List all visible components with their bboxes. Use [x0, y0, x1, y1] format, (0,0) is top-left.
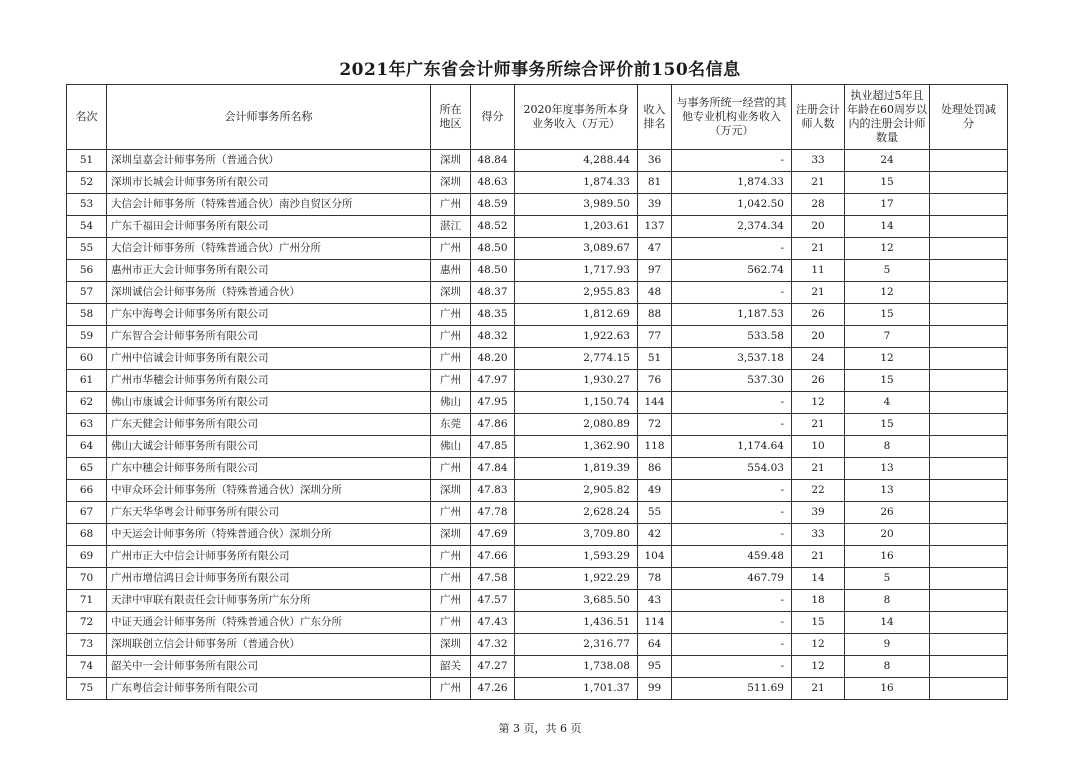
cell-cpa-count: 20 [792, 216, 845, 238]
cell-revenue-rank: 81 [638, 172, 672, 194]
cell-name: 惠州市正大会计师事务所有限公司 [107, 260, 431, 282]
cell-penalty [930, 436, 1008, 458]
table-row [67, 282, 1008, 304]
cell-revenue-rank: 78 [638, 568, 672, 590]
table-row [67, 172, 1008, 194]
cell-score: 47.78 [471, 502, 515, 524]
cell-rank: 56 [67, 260, 107, 282]
cell-revenue-rank: 55 [638, 502, 672, 524]
cell-name: 深圳联创立信会计师事务所（普通合伙） [107, 634, 431, 656]
cell-name: 广东天华华粤会计师事务所有限公司 [107, 502, 431, 524]
cell-revenue: 1,701.37 [515, 678, 638, 700]
cell-revenue: 1,738.08 [515, 656, 638, 678]
cell-region: 深圳 [431, 150, 471, 172]
cell-revenue-rank: 64 [638, 634, 672, 656]
cell-cpa-senior: 24 [845, 150, 930, 172]
cell-cpa-senior: 20 [845, 524, 930, 546]
cell-penalty [930, 238, 1008, 260]
cell-region: 深圳 [431, 282, 471, 304]
cell-name: 广州市增信鸿日会计师事务所有限公司 [107, 568, 431, 590]
cell-cpa-count: 22 [792, 480, 845, 502]
cell-score: 47.86 [471, 414, 515, 436]
cell-penalty [930, 194, 1008, 216]
cell-revenue: 3,685.50 [515, 590, 638, 612]
cell-name: 中审众环会计师事务所（特殊普通合伙）深圳分所 [107, 480, 431, 502]
cell-name: 大信会计师事务所（特殊普通合伙）南沙自贸区分所 [107, 194, 431, 216]
cell-other-revenue: 467.79 [672, 568, 792, 590]
cell-region: 东莞 [431, 414, 471, 436]
cell-cpa-count: 20 [792, 326, 845, 348]
cell-rank: 61 [67, 370, 107, 392]
cell-name: 广东千福田会计师事务所有限公司 [107, 216, 431, 238]
cell-rank: 66 [67, 480, 107, 502]
cell-score: 47.58 [471, 568, 515, 590]
cell-name: 广州市华穗会计师事务所有限公司 [107, 370, 431, 392]
cell-other-revenue: 1,042.50 [672, 194, 792, 216]
cell-region: 惠州 [431, 260, 471, 282]
cell-penalty [930, 546, 1008, 568]
cell-region: 广州 [431, 238, 471, 260]
header-other-revenue: 与事务所统一经营的其他专业机构业务收入（万元） [672, 85, 792, 150]
cell-region: 深圳 [431, 172, 471, 194]
cell-revenue-rank: 137 [638, 216, 672, 238]
header-penalty: 处理处罚减分 [930, 85, 1008, 150]
cell-cpa-count: 14 [792, 568, 845, 590]
cell-region: 深圳 [431, 480, 471, 502]
cell-rank: 57 [67, 282, 107, 304]
cell-score: 47.57 [471, 590, 515, 612]
cell-penalty [930, 502, 1008, 524]
cell-cpa-senior: 13 [845, 458, 930, 480]
cell-other-revenue: 1,874.33 [672, 172, 792, 194]
cell-cpa-count: 26 [792, 304, 845, 326]
page-title: 2021年广东省会计师事务所综合评价前150名信息 [339, 60, 741, 80]
cell-revenue: 3,989.50 [515, 194, 638, 216]
cell-revenue: 1,922.29 [515, 568, 638, 590]
cell-revenue: 3,709.80 [515, 524, 638, 546]
cell-region: 广州 [431, 370, 471, 392]
cell-region: 广州 [431, 678, 471, 700]
cell-name: 广东智合会计师事务所有限公司 [107, 326, 431, 348]
cell-penalty [930, 634, 1008, 656]
table-row [67, 260, 1008, 282]
cell-other-revenue: 1,187.53 [672, 304, 792, 326]
cell-cpa-count: 21 [792, 172, 845, 194]
cell-revenue-rank: 43 [638, 590, 672, 612]
cell-cpa-count: 21 [792, 678, 845, 700]
table-row [67, 370, 1008, 392]
table-row [67, 150, 1008, 172]
cell-cpa-senior: 15 [845, 172, 930, 194]
cell-rank: 75 [67, 678, 107, 700]
cell-other-revenue: - [672, 634, 792, 656]
cell-cpa-senior: 26 [845, 502, 930, 524]
cell-penalty [930, 282, 1008, 304]
cell-revenue-rank: 97 [638, 260, 672, 282]
cell-region: 佛山 [431, 436, 471, 458]
cell-score: 47.97 [471, 370, 515, 392]
header-name: 会计师事务所名称 [107, 85, 431, 150]
cell-region: 广州 [431, 612, 471, 634]
cell-rank: 59 [67, 326, 107, 348]
cell-score: 48.50 [471, 260, 515, 282]
table-row [67, 216, 1008, 238]
table-row [67, 458, 1008, 480]
cell-cpa-senior: 15 [845, 304, 930, 326]
cell-score: 47.66 [471, 546, 515, 568]
cell-name: 中证天通会计师事务所（特殊普通合伙）广东分所 [107, 612, 431, 634]
cell-name: 深圳诚信会计师事务所（特殊普通合伙） [107, 282, 431, 304]
cell-cpa-senior: 16 [845, 678, 930, 700]
cell-cpa-count: 33 [792, 150, 845, 172]
cell-rank: 55 [67, 238, 107, 260]
cell-cpa-count: 12 [792, 392, 845, 414]
cell-penalty [930, 480, 1008, 502]
table-row [67, 612, 1008, 634]
cell-other-revenue: - [672, 502, 792, 524]
header-cpa-senior: 执业超过5年且年龄在60周岁以内的注册会计师数量 [845, 85, 930, 150]
cell-other-revenue: - [672, 150, 792, 172]
cell-penalty [930, 414, 1008, 436]
cell-cpa-count: 28 [792, 194, 845, 216]
cell-cpa-senior: 14 [845, 216, 930, 238]
cell-revenue: 1,812.69 [515, 304, 638, 326]
cell-revenue-rank: 95 [638, 656, 672, 678]
cell-score: 48.59 [471, 194, 515, 216]
cell-rank: 63 [67, 414, 107, 436]
table-row [67, 304, 1008, 326]
cell-other-revenue: 1,174.64 [672, 436, 792, 458]
cell-score: 47.95 [471, 392, 515, 414]
cell-region: 广州 [431, 546, 471, 568]
cell-rank: 71 [67, 590, 107, 612]
cell-score: 48.35 [471, 304, 515, 326]
cell-penalty [930, 392, 1008, 414]
cell-revenue-rank: 49 [638, 480, 672, 502]
cell-name: 深圳皇嘉会计师事务所（普通合伙） [107, 150, 431, 172]
cell-penalty [930, 656, 1008, 678]
cell-cpa-count: 33 [792, 524, 845, 546]
cell-cpa-count: 21 [792, 458, 845, 480]
cell-other-revenue: - [672, 392, 792, 414]
cell-cpa-senior: 8 [845, 590, 930, 612]
table-row [67, 238, 1008, 260]
cell-cpa-count: 18 [792, 590, 845, 612]
cell-cpa-count: 15 [792, 612, 845, 634]
cell-name: 广东中海粤会计师事务所有限公司 [107, 304, 431, 326]
cell-score: 48.63 [471, 172, 515, 194]
cell-score: 47.69 [471, 524, 515, 546]
ranking-table [66, 84, 1008, 700]
table-row [67, 590, 1008, 612]
cell-other-revenue: 554.03 [672, 458, 792, 480]
cell-region: 韶关 [431, 656, 471, 678]
cell-rank: 51 [67, 150, 107, 172]
cell-score: 47.43 [471, 612, 515, 634]
cell-other-revenue: - [672, 238, 792, 260]
cell-revenue: 1,819.39 [515, 458, 638, 480]
cell-name: 大信会计师事务所（特殊普通合伙）广州分所 [107, 238, 431, 260]
cell-revenue: 1,203.61 [515, 216, 638, 238]
cell-revenue-rank: 47 [638, 238, 672, 260]
cell-rank: 53 [67, 194, 107, 216]
cell-penalty [930, 458, 1008, 480]
cell-region: 广州 [431, 304, 471, 326]
cell-cpa-count: 21 [792, 546, 845, 568]
table-row [67, 392, 1008, 414]
cell-revenue-rank: 42 [638, 524, 672, 546]
cell-other-revenue: 537.30 [672, 370, 792, 392]
table-header-row [67, 85, 1008, 150]
cell-cpa-senior: 17 [845, 194, 930, 216]
cell-region: 广州 [431, 348, 471, 370]
cell-cpa-senior: 8 [845, 656, 930, 678]
cell-rank: 68 [67, 524, 107, 546]
cell-penalty [930, 612, 1008, 634]
cell-revenue: 2,905.82 [515, 480, 638, 502]
cell-score: 48.84 [471, 150, 515, 172]
cell-revenue-rank: 86 [638, 458, 672, 480]
cell-cpa-senior: 13 [845, 480, 930, 502]
table-row [67, 524, 1008, 546]
cell-rank: 74 [67, 656, 107, 678]
cell-penalty [930, 370, 1008, 392]
cell-revenue-rank: 51 [638, 348, 672, 370]
cell-revenue-rank: 36 [638, 150, 672, 172]
cell-cpa-senior: 5 [845, 260, 930, 282]
cell-other-revenue: - [672, 612, 792, 634]
cell-cpa-senior: 4 [845, 392, 930, 414]
cell-rank: 64 [67, 436, 107, 458]
cell-revenue: 2,316.77 [515, 634, 638, 656]
header-rank: 名次 [67, 85, 107, 150]
cell-revenue-rank: 39 [638, 194, 672, 216]
cell-cpa-senior: 14 [845, 612, 930, 634]
cell-penalty [930, 216, 1008, 238]
cell-name: 韶关中一会计师事务所有限公司 [107, 656, 431, 678]
cell-score: 47.85 [471, 436, 515, 458]
cell-rank: 69 [67, 546, 107, 568]
cell-cpa-count: 21 [792, 238, 845, 260]
cell-cpa-senior: 9 [845, 634, 930, 656]
cell-cpa-count: 21 [792, 414, 845, 436]
cell-region: 广州 [431, 194, 471, 216]
cell-rank: 67 [67, 502, 107, 524]
cell-revenue-rank: 104 [638, 546, 672, 568]
table-row [67, 436, 1008, 458]
table-row [67, 568, 1008, 590]
cell-name: 中天运会计师事务所（特殊普通合伙）深圳分所 [107, 524, 431, 546]
cell-revenue-rank: 76 [638, 370, 672, 392]
cell-cpa-count: 21 [792, 282, 845, 304]
cell-other-revenue: - [672, 590, 792, 612]
cell-name: 佛山市康诚会计师事务所有限公司 [107, 392, 431, 414]
cell-cpa-count: 26 [792, 370, 845, 392]
cell-revenue-rank: 48 [638, 282, 672, 304]
cell-region: 深圳 [431, 634, 471, 656]
cell-score: 47.27 [471, 656, 515, 678]
cell-revenue: 3,089.67 [515, 238, 638, 260]
cell-rank: 52 [67, 172, 107, 194]
cell-revenue: 1,874.33 [515, 172, 638, 194]
cell-revenue: 2,955.83 [515, 282, 638, 304]
header-score: 得分 [471, 85, 515, 150]
cell-revenue: 2,774.15 [515, 348, 638, 370]
cell-revenue: 2,080.89 [515, 414, 638, 436]
cell-other-revenue: - [672, 656, 792, 678]
header-cpa-count: 注册会计师人数 [792, 85, 845, 150]
cell-penalty [930, 326, 1008, 348]
cell-revenue-rank: 144 [638, 392, 672, 414]
cell-rank: 73 [67, 634, 107, 656]
table-row [67, 480, 1008, 502]
table-row [67, 656, 1008, 678]
cell-penalty [930, 568, 1008, 590]
cell-cpa-senior: 5 [845, 568, 930, 590]
cell-revenue-rank: 88 [638, 304, 672, 326]
cell-cpa-count: 12 [792, 656, 845, 678]
cell-penalty [930, 304, 1008, 326]
cell-cpa-count: 12 [792, 634, 845, 656]
table-row [67, 348, 1008, 370]
cell-cpa-count: 24 [792, 348, 845, 370]
cell-score: 48.50 [471, 238, 515, 260]
table-row [67, 194, 1008, 216]
cell-region: 广州 [431, 326, 471, 348]
cell-revenue: 1,362.90 [515, 436, 638, 458]
page-footer: 第 3 页，共 6 页 [498, 722, 582, 735]
cell-region: 广州 [431, 590, 471, 612]
cell-other-revenue: 511.69 [672, 678, 792, 700]
cell-revenue: 1,150.74 [515, 392, 638, 414]
table-row [67, 326, 1008, 348]
cell-revenue: 4,288.44 [515, 150, 638, 172]
cell-score: 48.37 [471, 282, 515, 304]
cell-rank: 62 [67, 392, 107, 414]
cell-rank: 54 [67, 216, 107, 238]
cell-name: 广州中信诚会计师事务所有限公司 [107, 348, 431, 370]
cell-revenue: 2,628.24 [515, 502, 638, 524]
cell-region: 湛江 [431, 216, 471, 238]
cell-score: 47.32 [471, 634, 515, 656]
cell-cpa-count: 39 [792, 502, 845, 524]
cell-other-revenue: 3,537.18 [672, 348, 792, 370]
cell-penalty [930, 172, 1008, 194]
cell-penalty [930, 678, 1008, 700]
cell-cpa-senior: 12 [845, 348, 930, 370]
cell-cpa-senior: 15 [845, 414, 930, 436]
cell-cpa-senior: 12 [845, 282, 930, 304]
cell-cpa-count: 10 [792, 436, 845, 458]
cell-score: 48.52 [471, 216, 515, 238]
cell-score: 48.32 [471, 326, 515, 348]
cell-other-revenue: - [672, 524, 792, 546]
table-row [67, 502, 1008, 524]
cell-score: 47.83 [471, 480, 515, 502]
cell-penalty [930, 348, 1008, 370]
cell-revenue-rank: 77 [638, 326, 672, 348]
cell-rank: 72 [67, 612, 107, 634]
cell-penalty [930, 524, 1008, 546]
cell-other-revenue: 2,374.34 [672, 216, 792, 238]
cell-region: 广州 [431, 458, 471, 480]
cell-rank: 58 [67, 304, 107, 326]
table-row [67, 414, 1008, 436]
cell-other-revenue: 533.58 [672, 326, 792, 348]
cell-revenue: 1,436.51 [515, 612, 638, 634]
cell-name: 深圳市长城会计师事务所有限公司 [107, 172, 431, 194]
cell-rank: 65 [67, 458, 107, 480]
cell-name: 广州市正大中信会计师事务所有限公司 [107, 546, 431, 568]
cell-revenue: 1,930.27 [515, 370, 638, 392]
header-revenue: 2020年度事务所本身业务收入（万元） [515, 85, 638, 150]
cell-name: 天津中审联有限责任会计师事务所广东分所 [107, 590, 431, 612]
cell-penalty [930, 260, 1008, 282]
cell-other-revenue: - [672, 480, 792, 502]
cell-score: 47.84 [471, 458, 515, 480]
cell-name: 广东天健会计师事务所有限公司 [107, 414, 431, 436]
cell-cpa-senior: 15 [845, 370, 930, 392]
cell-name: 广东粤信会计师事务所有限公司 [107, 678, 431, 700]
cell-other-revenue: - [672, 414, 792, 436]
cell-cpa-senior: 7 [845, 326, 930, 348]
cell-revenue-rank: 118 [638, 436, 672, 458]
cell-other-revenue: - [672, 282, 792, 304]
cell-revenue-rank: 72 [638, 414, 672, 436]
header-region: 所在地区 [431, 85, 471, 150]
cell-cpa-senior: 16 [845, 546, 930, 568]
table-row [67, 678, 1008, 700]
cell-other-revenue: 459.48 [672, 546, 792, 568]
cell-other-revenue: 562.74 [672, 260, 792, 282]
cell-penalty [930, 590, 1008, 612]
cell-penalty [930, 150, 1008, 172]
cell-revenue: 1,717.93 [515, 260, 638, 282]
cell-score: 47.26 [471, 678, 515, 700]
cell-region: 广州 [431, 568, 471, 590]
cell-rank: 70 [67, 568, 107, 590]
cell-revenue: 1,593.29 [515, 546, 638, 568]
table-row [67, 546, 1008, 568]
cell-cpa-count: 11 [792, 260, 845, 282]
cell-region: 佛山 [431, 392, 471, 414]
cell-score: 48.20 [471, 348, 515, 370]
cell-region: 广州 [431, 502, 471, 524]
cell-region: 深圳 [431, 524, 471, 546]
header-revenue-rank: 收入排名 [638, 85, 672, 150]
cell-name: 佛山大诚会计师事务所有限公司 [107, 436, 431, 458]
cell-name: 广东中穗会计师事务所有限公司 [107, 458, 431, 480]
cell-cpa-senior: 8 [845, 436, 930, 458]
cell-revenue-rank: 99 [638, 678, 672, 700]
cell-revenue: 1,922.63 [515, 326, 638, 348]
cell-rank: 60 [67, 348, 107, 370]
cell-cpa-senior: 12 [845, 238, 930, 260]
cell-revenue-rank: 114 [638, 612, 672, 634]
table-row [67, 634, 1008, 656]
